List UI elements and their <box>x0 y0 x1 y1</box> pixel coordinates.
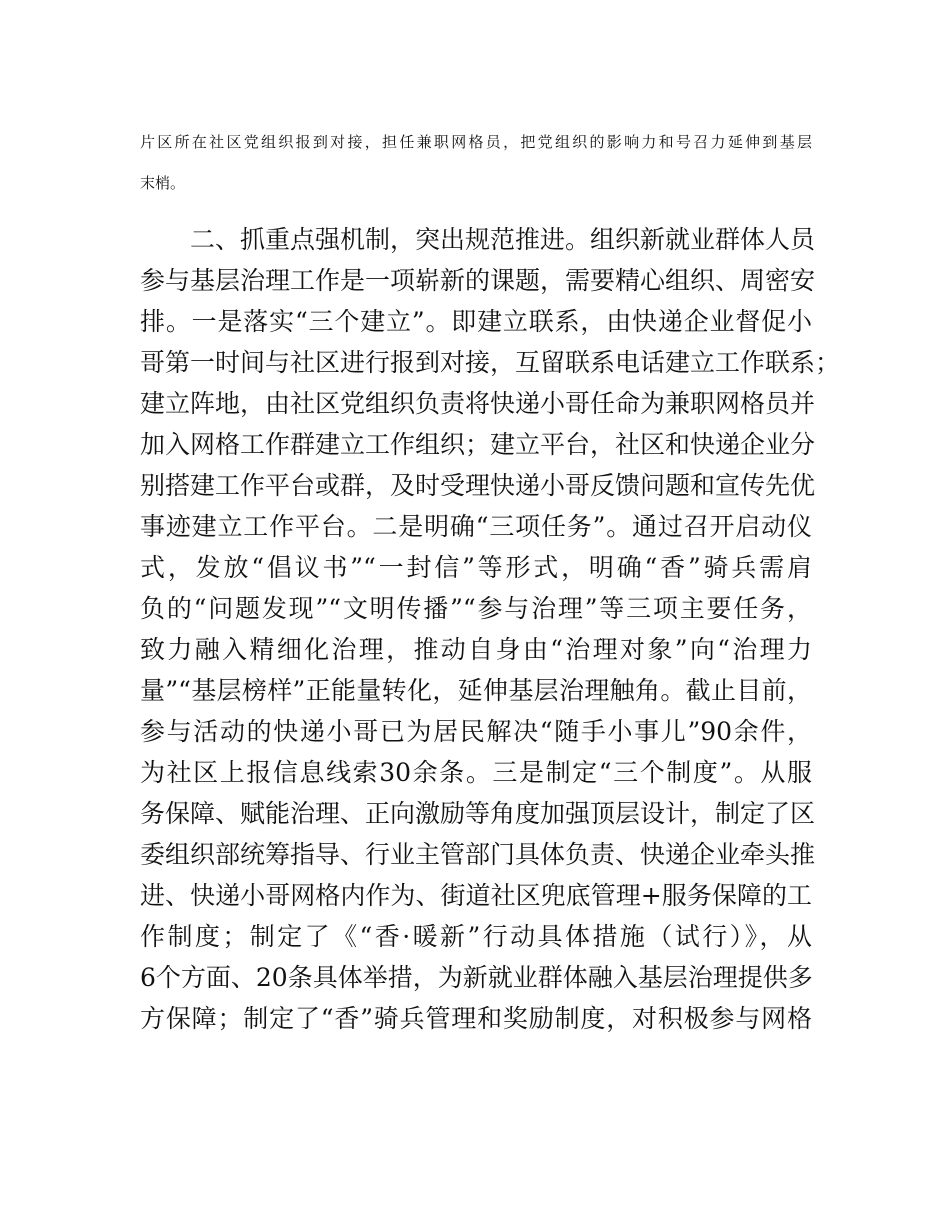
section-heading-line: 二、抓重点强机制，突出规范推进。组织新就业群体人员 <box>190 225 816 254</box>
paragraph-line: 排。一是落实“三个建立”。即建立联系，由快递企业督促小 <box>140 307 812 336</box>
paragraph-line: 负的“问题发现”“文明传播”“参与治理”等三项主要任务， <box>140 594 812 623</box>
paragraph-line: 务保障、赋能治理、正向激励等角度加强顶层设计，制定了区 <box>140 799 816 828</box>
paragraph-line: 建立阵地，由社区党组织负责将快递小哥任命为兼职网格员并 <box>140 389 816 418</box>
paragraph-line: 事迹建立工作平台。二是明确“三项任务”。通过召开启动仪 <box>140 512 812 541</box>
paragraph-line: 作制度；制定了《“香·暖新”行动具体措施（试行）》，从 <box>140 922 812 951</box>
paragraph-line: 哥第一时间与社区进行报到对接，互留联系电话建立工作联系； <box>140 348 841 377</box>
paragraph-line: 致力融入精细化治理，推动自身由“治理对象”向“治理力 <box>140 635 812 664</box>
paragraph-line: 参与基层治理工作是一项崭新的课题，需要精心组织、周密安 <box>140 266 816 295</box>
paragraph-line: 末梢。 <box>140 174 186 192</box>
paragraph-line: 别搭建工作平台或群，及时受理快递小哥反馈问题和宣传先优 <box>140 471 816 500</box>
paragraph-line: 委组织部统筹指导、行业主管部门具体负责、快递企业牵头推 <box>140 840 816 869</box>
paragraph-line: 片区所在社区党组织报到对接，担任兼职网格员，把党组织的影响力和号召力延伸到基层 <box>140 133 812 151</box>
paragraph-line: 进、快递小哥网格内作为、街道社区兜底管理+服务保障的工 <box>140 881 812 910</box>
section-two-paragraph <box>140 222 841 1042</box>
paragraph-line: 6个方面、20条具体举措，为新就业群体融入基层治理提供多 <box>140 963 813 992</box>
paragraph-line: 式，发放“倡议书”“一封信”等形式，明确“香”骑兵需肩 <box>140 553 812 582</box>
paragraph-line: 加入网格工作群建立工作组织；建立平台，社区和快递企业分 <box>140 430 816 459</box>
paragraph-line: 方保障；制定了“香”骑兵管理和奖励制度，对积极参与网格 <box>140 1004 812 1033</box>
paragraph-line: 量”“基层榜样”正能量转化，延伸基层治理触角。截止目前， <box>140 676 812 705</box>
paragraph-line: 为社区上报信息线索30余条。三是制定“三个制度”。从服 <box>140 758 812 787</box>
paragraph-line: 参与活动的快递小哥已为居民解决“随手小事儿”90余件， <box>140 717 812 746</box>
